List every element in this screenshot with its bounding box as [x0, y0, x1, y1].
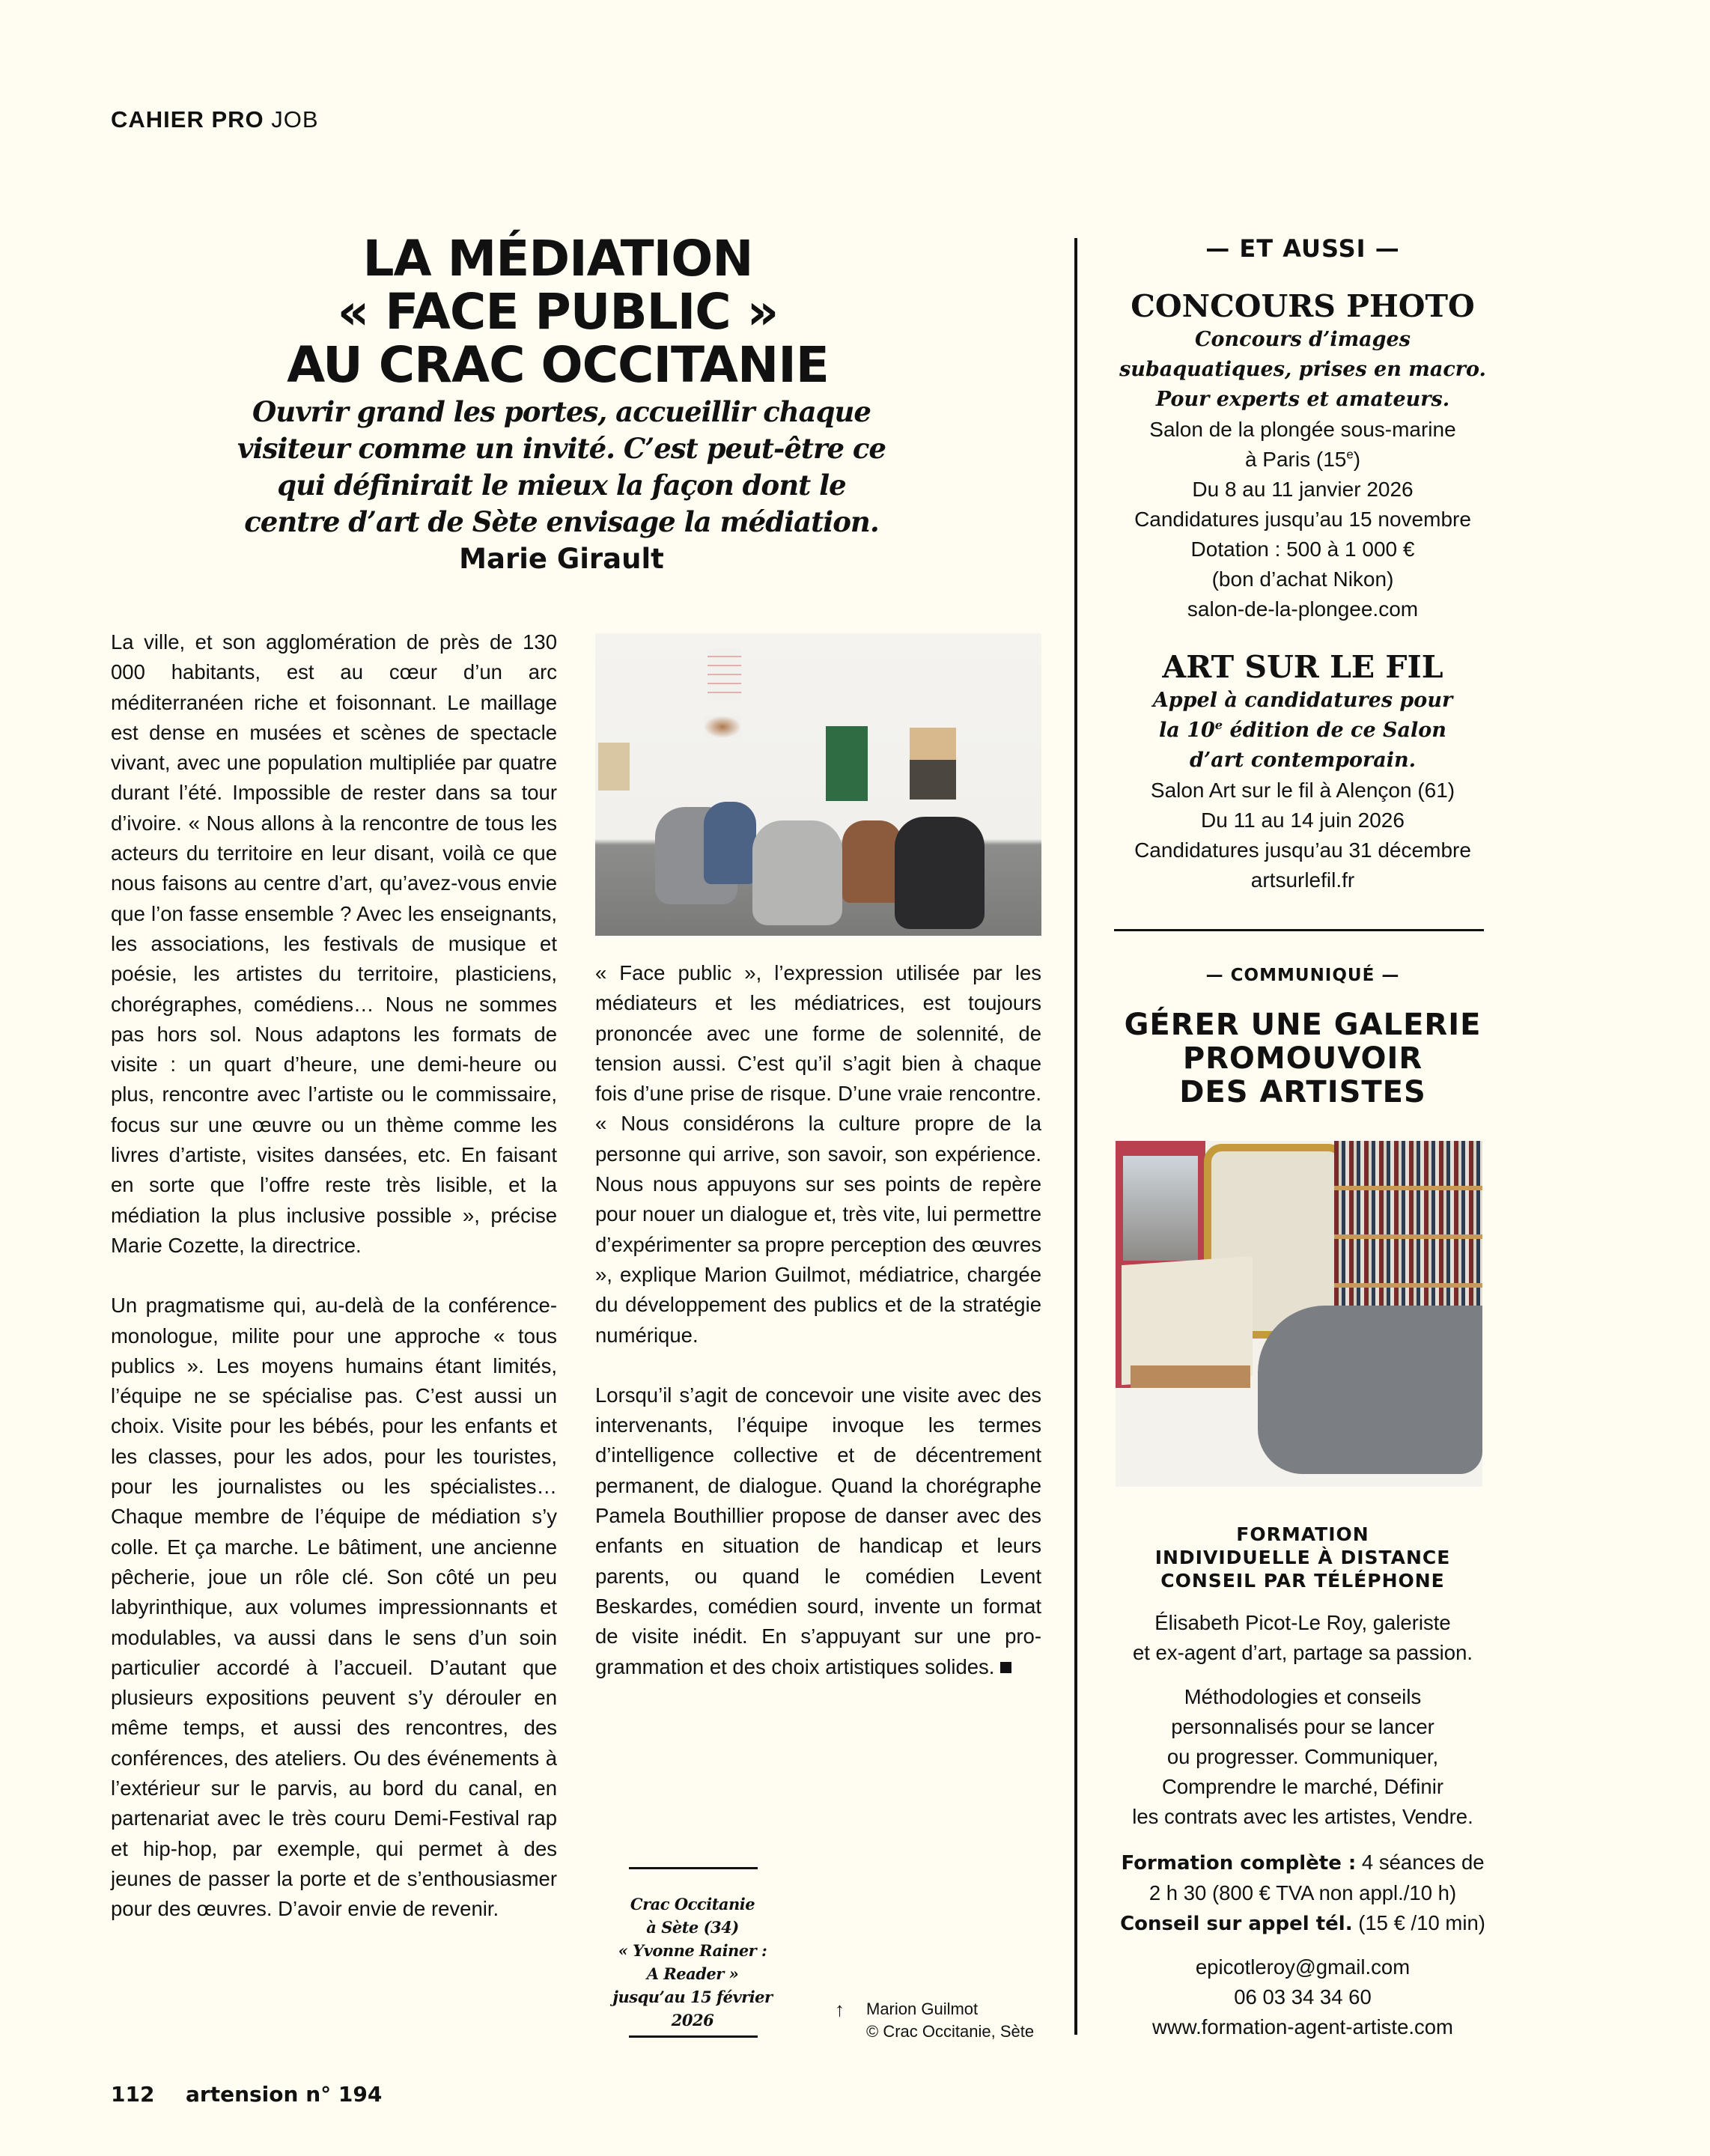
pricing-value: 4 séances de: [1356, 1851, 1485, 1874]
intro-line: et ex-agent d’art, partage sa passion.: [1132, 1641, 1473, 1664]
pricing-value: (15 € /10 min): [1352, 1911, 1485, 1934]
title-line: GÉRER UNE GALERIE: [1124, 1008, 1482, 1042]
location-close: ): [1353, 448, 1361, 471]
sidebar-item-dates: Du 11 au 14 juin 2026: [1201, 808, 1405, 832]
sidebar-item-line: [1108, 445, 1497, 475]
section-name: CAHIER PRO: [111, 106, 264, 133]
contact-block: [1108, 1952, 1497, 2042]
sidebar-divider: [1114, 929, 1484, 931]
pricing-conseil: [1108, 1908, 1497, 1939]
communique-label: — COMMUNIQUÉ —: [1205, 966, 1400, 985]
person: [842, 820, 902, 903]
section-subname: JOB: [271, 106, 319, 133]
formation-intro: [1108, 1608, 1497, 1668]
description-line: ou progresser. Communiquer,: [1166, 1745, 1439, 1768]
subtitle-part: la 10: [1159, 719, 1215, 742]
article-standfirst: [232, 394, 891, 577]
pricing-label: Conseil sur appel tél.: [1120, 1913, 1353, 1935]
caption-line: « Yvonne Rainer :: [618, 1941, 767, 1960]
credit-line: Marion Guilmot: [866, 2000, 979, 2018]
person: [752, 820, 842, 925]
section-kicker: [111, 106, 319, 133]
sidebar-item-subtitle: d’art contemporain.: [1189, 749, 1417, 772]
sidebar-item-line: Salon de la plongée sous-marine: [1149, 418, 1456, 441]
exhibition-caption: [591, 1892, 794, 2032]
article-author: Marie Girault: [459, 543, 664, 575]
magazine-issue: artension n° 194: [186, 2082, 383, 2107]
shelf: [1334, 1186, 1482, 1190]
sidebar-item-subtitle: [1108, 716, 1497, 746]
article-title: [247, 232, 868, 392]
paragraph: Lorsqu’il s’agit de concevoir une visite avec des intervenants, l’équipe invoque les termes d’intelligence collective et de décentrement permanent, de dialogue. Quand la chorégraphe Pamela Bouthillier propose de danser avec des enfants en situation de handicap et leurs parents, ou quand le comédien Levent Beskardes, comédien sourd, invente un format de visite inédit. En s’appuyant sur une programmation et des choix artistiques solides.: [595, 1383, 1041, 1678]
paragraph: Un pragmatisme qui, au-delà de la conférence-monologue, milite pour une approche « tous publics ». Les moyens humains étant limités, l’équipe ne se spécialise pas. C’est aussi un choix. Visite pour les bébés, pour les enfants et les classes, pour les ados, pour les touristes, pour les journalistes ou les spécialistes… Chaque membre de l’équipe de médiation s’y colle. Et ça marche. Le bâtiment, une ancienne pêcherie, joue un rôle clé. Son côté un peu labyrinthique, aux volumes impressionnants et modulables, va aussi dans le sens d’un soin particulier accordé à l’accueil. D’autant que plusieurs expositions peuvent s’y dérouler en même temps, et aussi des rencontres, des conférences, des ateliers. Ou des événements à l’extérieur sur le parvis, au bord du canal, en partenariat avec le très couru Demi-Festival rap et hip-hop, par exemple, qui permet à des jeunes de passer la porte et de s’enthousiasmer pour des œuvres. D’avoir envie de revenir.: [111, 1294, 557, 1921]
artwork: [708, 648, 741, 701]
sidebar-item-line: (bon d’achat Nikon): [1211, 567, 1394, 591]
title-line: PROMOUVOIR: [1182, 1041, 1423, 1076]
caption-line: Crac Occitanie: [630, 1895, 755, 1913]
paragraph: « Face public », l’expression utilisée par les médiateurs et les médiatrices, est toujours prononcée avec une forme de solennité, de tension aussi. C’est qu’il s’agit bien à chaque fois d’une prise de risque. D’une vraie rencontre. « Nous considérons la culture propre de la personne qui arrive, son savoir, son expérience. Nous nous appuyons sur ses points de repère pour nouer un dialogue et, très vite, lui permettre d’expérimenter sa propre perception des œuvres », explique Marion Guilmot, médiatrice, chargée du développement des publics et de la stratégie numérique.: [595, 961, 1041, 1347]
sidebar-item-subtitle: Concours d’images: [1195, 328, 1411, 351]
sidebar-item-subtitle: Pour experts et amateurs.: [1155, 388, 1450, 411]
article-column-2: [595, 958, 1041, 1682]
easel: [1131, 1365, 1250, 1388]
caption-rule-bottom: [629, 2035, 758, 2038]
article-column-1: [111, 627, 557, 1924]
pricing-value: 2 h 30 (800 € TVA non appl./10 h): [1148, 1881, 1457, 1904]
sidebar-item-subtitle: Appel à candidatures pour: [1152, 689, 1453, 712]
communique-title: [1108, 1008, 1497, 1109]
formation-line: CONSEIL PAR TÉLÉPHONE: [1160, 1570, 1445, 1592]
caption-line: à Sète (34): [646, 1918, 739, 1937]
sidebar-item-prize: Dotation : 500 à 1 000 €: [1190, 538, 1415, 561]
ordinal-suffix: e: [1346, 447, 1354, 462]
pricing-label: Formation complète :: [1121, 1852, 1357, 1875]
description-line: Méthodologies et conseils: [1184, 1685, 1422, 1708]
shelf: [1334, 1234, 1482, 1239]
intro-line: Élisabeth Picot-Le Roy, galeriste: [1154, 1611, 1451, 1634]
communique-photo: [1116, 1141, 1482, 1487]
shelf: [1334, 1283, 1482, 1288]
sidebar-item-dates: Du 8 au 11 janvier 2026: [1192, 478, 1414, 501]
sidebar-item-title: ART SUR LE FIL: [1162, 649, 1443, 685]
sidebar-item-line: Salon Art sur le fil à Alençon (61): [1150, 779, 1455, 802]
formation-description: [1108, 1682, 1497, 1832]
photo-credit: [835, 1998, 1034, 2043]
formation-line: FORMATION: [1236, 1523, 1369, 1545]
artwork: [826, 726, 868, 801]
artwork: [910, 728, 956, 800]
sidebar-item-website-link[interactable]: salon-de-la-plongee.com: [1187, 597, 1419, 621]
paragraph: La ville, et son agglomération de près de 130 000 habitants, est au cœur d’un arc méditerranéen riche et foisonnant. Le maillage est dense en musées et scènes de spectacle vivant, avec une population multipliée par quatre durant l’été. Impossible de rester dans sa tour d’ivoire. « Nous allons à la rencontre de tous les acteurs du territoire en leur disant, voilà ce que nous faisons au centre d’art, qu’avez-vous envie que l’on fasse ensemble ? Avec les enseignants, les associations, les festivals de musique et poésie, les artistes du territoire, plasticiens, chorégraphes, comédiens… Nous ne sommes pas hors sol. Nous adaptons les formats de visite : un quart d’heure, une demi-heure ou plus, rencontre avec l’artiste ou le commissaire, focus sur une œuvre ou un thème comme les livres d’artiste, visites dansées, etc. En faisant en sorte que l’offre reste très lisible, et la médiation la plus inclusive possible », précise Marie Cozette, la directrice.: [111, 630, 557, 1257]
person: [704, 802, 756, 884]
sidebar-item-title: CONCOURS PHOTO: [1131, 288, 1475, 324]
artwork: [704, 716, 741, 738]
sidebar-item-concours-photo: [1108, 287, 1497, 624]
artwork: [598, 743, 630, 791]
caption-line: A Reader »: [646, 1964, 739, 1983]
sidebar-item-website-link[interactable]: artsurlefil.fr: [1250, 868, 1355, 892]
title-line: « FACE PUBLIC »: [337, 283, 779, 341]
caption-rule-top: [629, 1867, 758, 1869]
phone-number[interactable]: 06 03 34 34 60: [1234, 1985, 1372, 2009]
title-line: AU CRAC OCCITANIE: [287, 336, 829, 394]
sidebar-label: — ET AUSSI —: [1205, 234, 1400, 263]
formation-line: INDIVIDUELLE À DISTANCE: [1154, 1547, 1451, 1568]
description-line: les contrats avec les artistes, Vendre.: [1132, 1805, 1473, 1828]
formation-pricing: [1108, 1848, 1497, 1939]
grey-cat: [1258, 1306, 1482, 1474]
sidebar-item-art-sur-le-fil: [1108, 648, 1497, 895]
sidebar-item-subtitle: subaquatiques, prises en macro.: [1119, 358, 1486, 381]
painting: [1123, 1156, 1198, 1261]
website-link[interactable]: www.formation-agent-artiste.com: [1152, 2015, 1453, 2038]
ordinal-suffix: e: [1214, 718, 1223, 732]
end-mark-icon: [1000, 1662, 1011, 1673]
pricing-formation: [1108, 1848, 1497, 1878]
column-divider: [1074, 238, 1077, 2035]
title-line: DES ARTISTES: [1179, 1075, 1426, 1109]
formation-title: [1108, 1523, 1497, 1592]
credit-line: © Crac Occitanie, Sète: [866, 2022, 1035, 2041]
page-number: 112: [111, 2082, 155, 2107]
standfirst-text: Ouvrir grand les portes, accueillir chaque visiteur comme un invité. C’est peut-être ce qui définirait le mieux la façon dont le centre d’art de Sète envisage la médiation.: [237, 395, 886, 538]
person: [895, 817, 985, 929]
caption-line: jusqu’au 15 février 2026: [612, 1988, 773, 2029]
title-line: LA MÉDIATION: [362, 230, 753, 287]
location-text: à Paris (15: [1244, 448, 1347, 471]
description-line: personnalisés pour se lancer: [1171, 1715, 1434, 1738]
email-link[interactable]: epicotleroy@gmail.com: [1195, 1955, 1411, 1979]
sidebar-item-deadline: Candidatures jusqu’au 31 décembre: [1134, 838, 1471, 862]
description-line: Comprendre le marché, Définir: [1162, 1775, 1443, 1798]
sidebar-item-deadline: Candidatures jusqu’au 15 novembre: [1134, 508, 1471, 531]
article-photo: [595, 633, 1041, 936]
arrow-up-icon: ↑: [835, 1998, 845, 2021]
subtitle-part: édition de ce Salon: [1223, 719, 1446, 742]
